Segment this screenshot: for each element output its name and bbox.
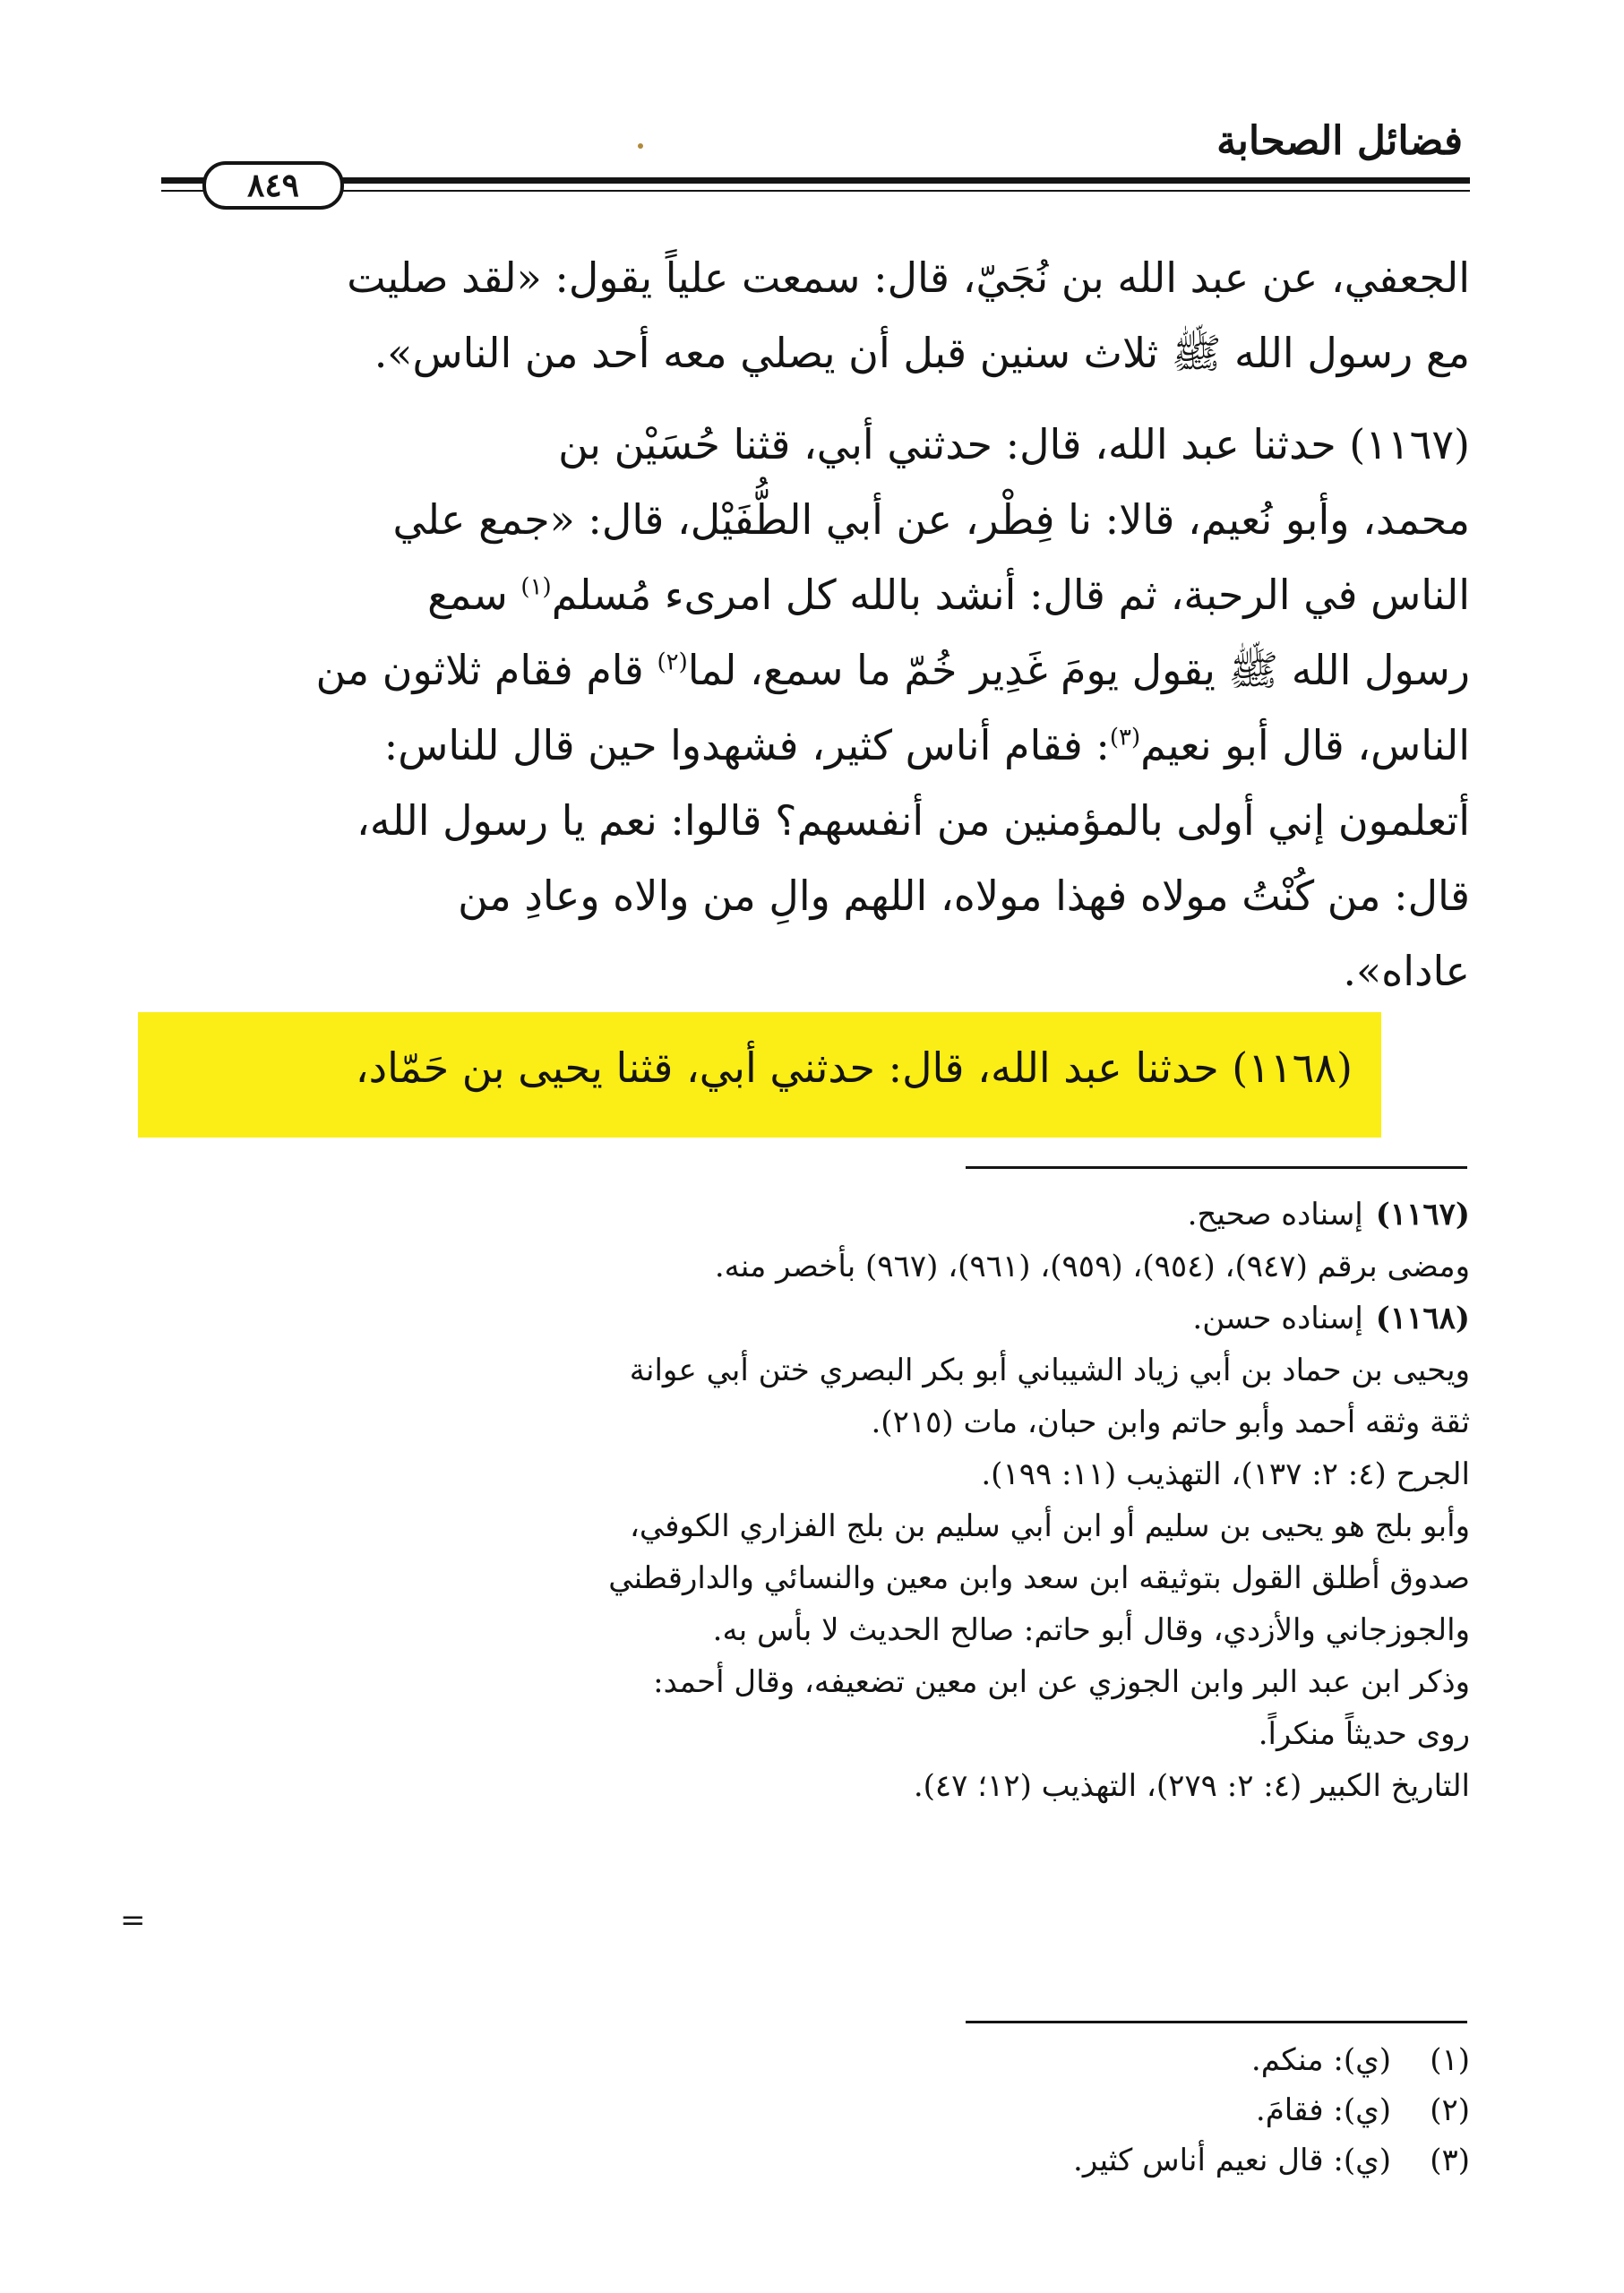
note-text: إسناده حسن. [1192, 1301, 1363, 1336]
note-line [154, 1555, 1470, 1602]
note-text: روى حديثاً منكراً. [1258, 1716, 1470, 1752]
footnote-1 [574, 2035, 1470, 2085]
note-line [154, 1711, 1470, 1757]
footnote-number: (١) [1430, 2042, 1470, 2078]
hadith-1167-line: عاداه». [1343, 947, 1470, 995]
note-text: التاريخ الكبير (٤: ٢: ٢٧٩)، التهذيب (١٢؛ ٤٧). [913, 1768, 1470, 1804]
hadith-1167-line: محمد، وأبو نُعيم، قالا: نا فِطْر، عن أبي الطُّفَيْل، قال: «جمع علي [392, 495, 1470, 544]
running-title: فضائل الصحابة [1216, 118, 1463, 164]
footnote-number: (٢) [1430, 2092, 1470, 2128]
text-line: الجعفي، عن عبد الله بن نُجَيّ، قال: سمعت علياً يقول: «لقد صليت [347, 253, 1470, 302]
hadith-1168-line: (١١٦٨) حدثنا عبد الله، قال: حدثني أبي، قثنا يحيى بن حَمّاد، [355, 1043, 1353, 1092]
margin-mark: = [120, 1902, 146, 1938]
note-1167 [154, 1191, 1470, 1238]
text-span: الناس، قال أبو نعيم [1140, 721, 1470, 769]
footnote-2 [574, 2085, 1470, 2135]
note-line [154, 1503, 1470, 1550]
note-number: (١١٦٨) [1375, 1301, 1470, 1336]
footnote-text: (ي): منكم. [1250, 2042, 1391, 2078]
hadith-1167-line [154, 708, 1470, 783]
text-span: : فقام أناس كثير، فشهدوا حين قال للناس: [383, 721, 1110, 769]
note-line [154, 1347, 1470, 1394]
footnote-number: (٣) [1430, 2143, 1470, 2178]
hadith-1167-line [154, 557, 1470, 632]
header-rule-thin [161, 190, 1470, 192]
main-text [154, 240, 1470, 1009]
hadith-1167-line [154, 632, 1470, 708]
footnote-ref: (٣) [1109, 724, 1141, 751]
footnote-ref: (١) [520, 573, 552, 601]
note-number: (١١٦٧) [1375, 1197, 1470, 1232]
hadith-1167-line: (١١٦٧) حدثنا عبد الله، قال: حدثني أبي، قثنا حُسَيْن بن [558, 420, 1470, 468]
text-span: الناس في الرحبة، ثم قال: أنشد بالله كل امرىء مُسلم [551, 571, 1470, 619]
note-text: ثقة وثقه أحمد وأبو حاتم وابن حبان، مات (٢١٥). [871, 1404, 1470, 1440]
note-line [154, 1659, 1470, 1705]
footnote-text: (ي): قال نعيم أناس كثير. [1073, 2143, 1391, 2178]
note-1168 [154, 1295, 1470, 1342]
footnote-text: (ي): فقامَ. [1255, 2092, 1391, 2128]
ink-dot [638, 143, 643, 149]
note-text: ومضى برقم (٩٤٧)، (٩٥٤)، (٩٥٩)، (٩٦١)، (٩٦٧) بأخصر منه. [714, 1249, 1470, 1284]
footnote-3 [574, 2135, 1470, 2186]
hadith-1167-line: أتعلمون إني أولى بالمؤمنين من أنفسهم؟ قالوا: نعم يا رسول الله، [357, 796, 1470, 845]
note-text: وذكر ابن عبد البر وابن الجوزي عن ابن معين تضعيفه، وقال أحمد: [653, 1664, 1470, 1700]
text-span: سمع [427, 571, 508, 619]
note-line [154, 1243, 1470, 1290]
header-rule-thick [161, 177, 1470, 184]
footnotes [574, 2035, 1470, 2186]
commentary [154, 1191, 1470, 1815]
note-line [154, 1451, 1470, 1498]
note-line [154, 1607, 1470, 1653]
note-line [154, 1763, 1470, 1809]
note-text: والجوزجاني والأزدي، وقال أبو حاتم: صالح الحديث لا بأس به. [712, 1612, 1470, 1648]
text-line: مع رسول الله ﷺ ثلاث سنين قبل أن يصلي معه أحد من الناس». [374, 329, 1470, 377]
page-number: ٨٤٩ [202, 161, 344, 210]
footnote-ref: (٢) [657, 648, 688, 676]
note-text: الجرح (٤: ٢: ١٣٧)، التهذيب (١١: ١٩٩). [981, 1456, 1470, 1492]
text-span: رسول الله ﷺ يقول يومَ غَدِير خُمّ ما سمع، لما [687, 646, 1470, 694]
note-text: ويحيى بن حماد بن أبي زياد الشيباني أبو بكر البصري ختن أبي عوانة [629, 1353, 1470, 1388]
text-span: قام فقام ثلاثون من [315, 646, 644, 694]
note-text: وأبو بلج هو يحيى بن سليم أو ابن أبي سليم بن بلج الفزاري الكوفي، [629, 1508, 1470, 1544]
note-text: إسناده صحيح. [1187, 1197, 1363, 1232]
note-text: صدوق أطلق القول بتوثيقه ابن سعد وابن معين والنسائي والدارقطني [608, 1560, 1470, 1596]
notes-separator [966, 1166, 1467, 1169]
hadith-1167-line: قال: من كُنْتُ مولاه فهذا مولاه، اللهم والِ من والاه وعادِ من [458, 872, 1470, 920]
footnotes-separator [966, 2021, 1467, 2023]
note-line [154, 1399, 1470, 1446]
